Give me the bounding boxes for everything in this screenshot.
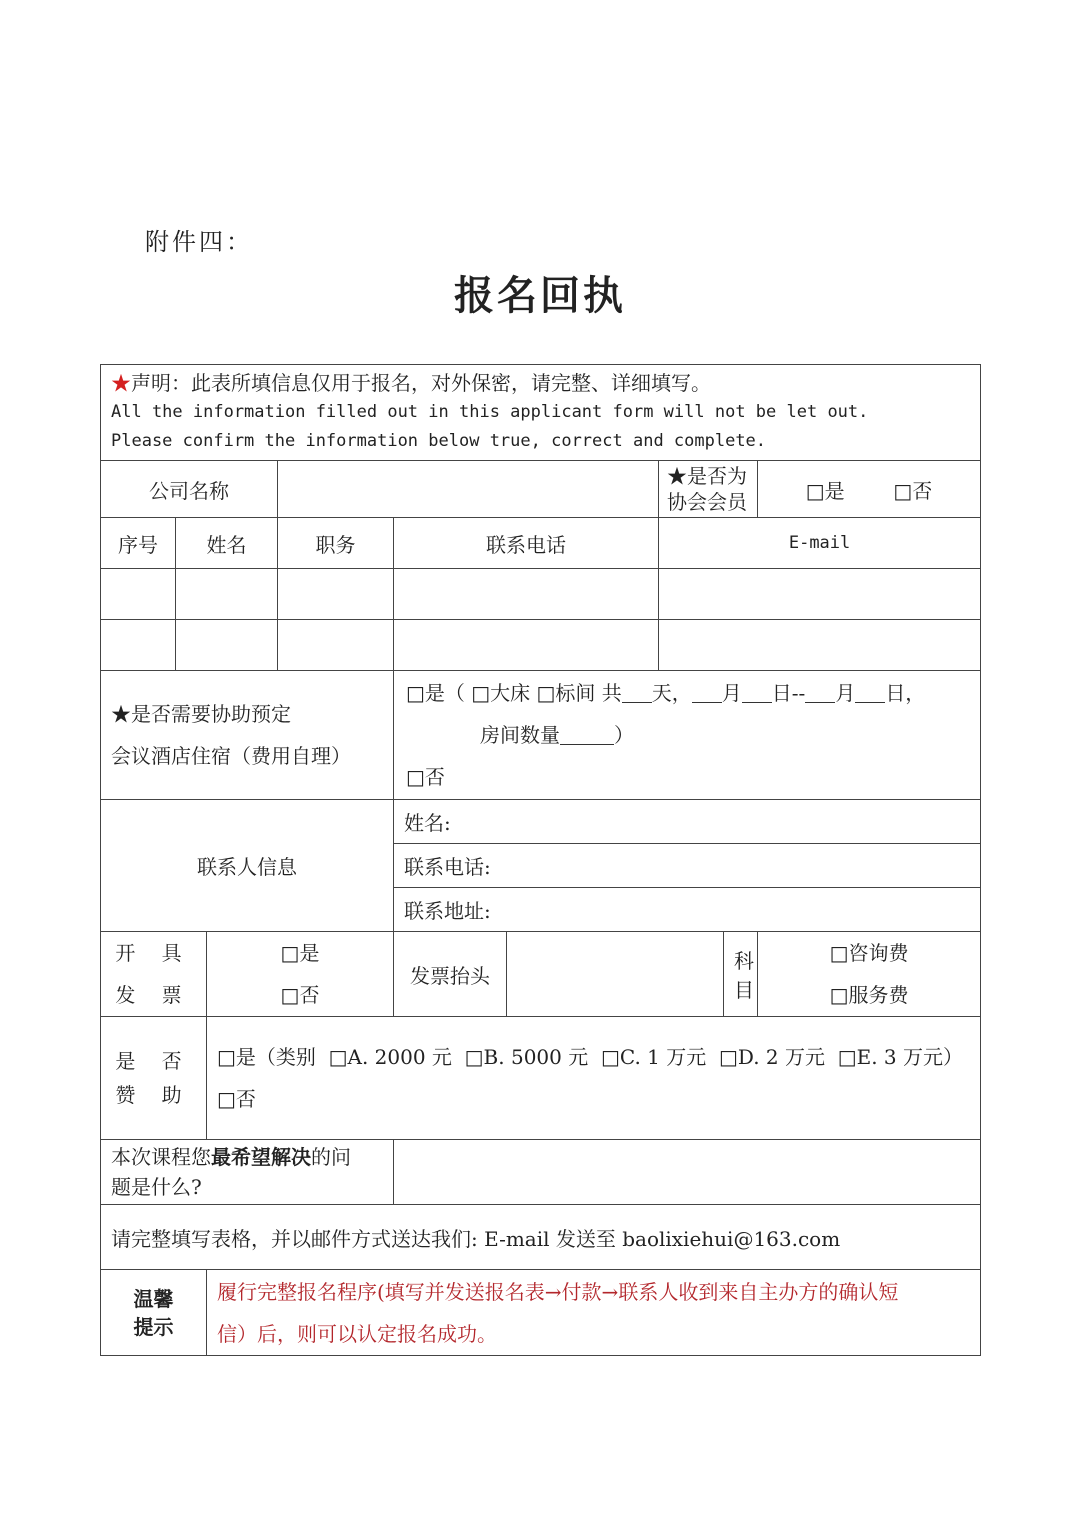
invoice-label	[101, 932, 207, 1017]
sponsor-e-checkbox[interactable]: □E. 3 万元）	[837, 1045, 963, 1069]
sponsor-label-line1: 是 否	[115, 1049, 192, 1073]
invoice-subject-label: 科目	[724, 932, 758, 1017]
member-label-line1: ★是否为	[667, 464, 747, 488]
attendee-phone-cell[interactable]	[394, 569, 659, 620]
invoice-label-line1: 开 具	[115, 941, 192, 965]
contact-phone-field[interactable]: 联系电话:	[394, 844, 981, 888]
big-bed-checkbox[interactable]: □大床	[471, 681, 531, 705]
invoice-title-label: 发票抬头	[394, 932, 507, 1017]
rooms-label: 房间数量	[480, 723, 560, 747]
day1-label: 日--	[771, 681, 806, 705]
month2-label: 月	[835, 681, 856, 705]
submit-instructions: 请完整填写表格，并以邮件方式送达我们: E-mail 发送至 baolixiehui@163.com	[101, 1205, 981, 1270]
service-fee-checkbox[interactable]: □服务费	[829, 983, 909, 1007]
contact-name-field[interactable]: 姓名:	[394, 800, 981, 844]
tips-label-line2: 提示	[133, 1314, 174, 1339]
attendee-index-cell[interactable]	[101, 569, 176, 620]
hotel-yes-checkbox[interactable]: □是（	[406, 681, 465, 705]
invoice-subject-options	[758, 932, 981, 1017]
month1-label: 月	[721, 681, 742, 705]
tips-text	[207, 1270, 981, 1356]
hotel-label-line1: ★是否需要协助预定	[111, 702, 291, 726]
attendee-index-cell[interactable]	[101, 620, 176, 671]
sponsor-d-checkbox[interactable]: □D. 2 万元	[718, 1045, 825, 1069]
member-label	[659, 461, 758, 518]
standard-room-checkbox[interactable]: □标间	[536, 681, 596, 705]
contact-label: 联系人信息	[101, 800, 394, 932]
star-icon: ★	[111, 371, 131, 395]
invoice-options	[207, 932, 394, 1017]
attachment-heading: 附件四：	[145, 228, 253, 256]
registration-form	[100, 364, 981, 1356]
tips-label-line1: 温馨	[133, 1286, 174, 1311]
question-line2: 题是什么?	[111, 1175, 202, 1199]
header-phone: 联系电话	[394, 518, 659, 569]
sponsor-label	[101, 1017, 207, 1140]
tips-label	[101, 1270, 207, 1356]
day2-blank[interactable]	[855, 682, 885, 703]
attendee-phone-cell[interactable]	[394, 620, 659, 671]
attendee-position-cell[interactable]	[278, 620, 394, 671]
month1-blank[interactable]	[692, 682, 722, 703]
hotel-label	[101, 671, 394, 800]
attendee-email-cell[interactable]	[659, 620, 981, 671]
hotel-options	[394, 671, 981, 800]
days-label: 天，	[651, 681, 692, 705]
header-index: 序号	[101, 518, 176, 569]
attendee-email-cell[interactable]	[659, 569, 981, 620]
sponsor-b-checkbox[interactable]: □B. 5000 元	[464, 1045, 589, 1069]
company-name-label: 公司名称	[101, 461, 278, 518]
day1-blank[interactable]	[742, 682, 772, 703]
rooms-blank[interactable]	[560, 724, 614, 745]
attendee-name-cell[interactable]	[176, 569, 278, 620]
sponsor-label-line2: 赞 助	[115, 1083, 192, 1107]
attendee-position-cell[interactable]	[278, 569, 394, 620]
declaration-cn: 声明：此表所填信息仅用于报名，对外保密，请完整、详细填写。	[131, 371, 711, 395]
attendee-row	[101, 569, 981, 620]
invoice-no-checkbox[interactable]: □否	[280, 983, 320, 1007]
header-email: E-mail	[659, 518, 981, 569]
sponsor-no-checkbox[interactable]: □否	[217, 1087, 256, 1111]
sponsor-a-checkbox[interactable]: □A. 2000 元	[328, 1045, 452, 1069]
member-yes-checkbox[interactable]: □是	[805, 478, 845, 503]
declaration-cell	[101, 365, 981, 461]
declaration-en-1: All the information filled out in this applicant form will not be let out.	[111, 402, 869, 422]
question-suffix: 的问	[311, 1145, 351, 1169]
question-prefix: 本次课程您	[111, 1145, 211, 1169]
day2-label: 日，	[885, 681, 926, 705]
hotel-label-line2: 会议酒店住宿（费用自理）	[111, 744, 351, 768]
total-label: 共	[601, 681, 622, 705]
sponsor-c-checkbox[interactable]: □C. 1 万元	[600, 1045, 707, 1069]
sponsor-yes-checkbox[interactable]: □是（类别	[217, 1045, 316, 1069]
company-name-field[interactable]	[278, 461, 659, 518]
invoice-label-line2: 发 票	[115, 983, 192, 1007]
question-label	[101, 1140, 394, 1205]
sponsor-options	[207, 1017, 981, 1140]
consult-fee-checkbox[interactable]: □咨询费	[829, 941, 909, 965]
tips-text-line2: 信）后，则可以认定报名成功。	[217, 1321, 497, 1346]
invoice-title-field[interactable]	[507, 932, 724, 1017]
header-position: 职务	[278, 518, 394, 569]
member-options	[758, 461, 981, 518]
member-label-line2: 协会会员	[667, 490, 747, 514]
header-name: 姓名	[176, 518, 278, 569]
days-blank[interactable]	[622, 682, 652, 703]
tips-text-line1: 履行完整报名程序(填写并发送报名表→付款→联系人收到来自主办方的确认短	[217, 1279, 899, 1304]
invoice-yes-checkbox[interactable]: □是	[280, 941, 320, 965]
question-answer-field[interactable]	[394, 1140, 981, 1205]
question-bold: 最希望解决	[211, 1145, 311, 1169]
rooms-close: ）	[614, 723, 634, 747]
hotel-no-checkbox[interactable]: □否	[406, 765, 445, 789]
declaration-en-2: Please confirm the information below true, correct and complete.	[111, 431, 767, 451]
contact-address-field[interactable]: 联系地址:	[394, 888, 981, 932]
attendee-name-cell[interactable]	[176, 620, 278, 671]
month2-blank[interactable]	[805, 682, 835, 703]
form-title: 报名回执	[454, 272, 626, 319]
member-no-checkbox[interactable]: □否	[893, 478, 933, 503]
attendee-row	[101, 620, 981, 671]
